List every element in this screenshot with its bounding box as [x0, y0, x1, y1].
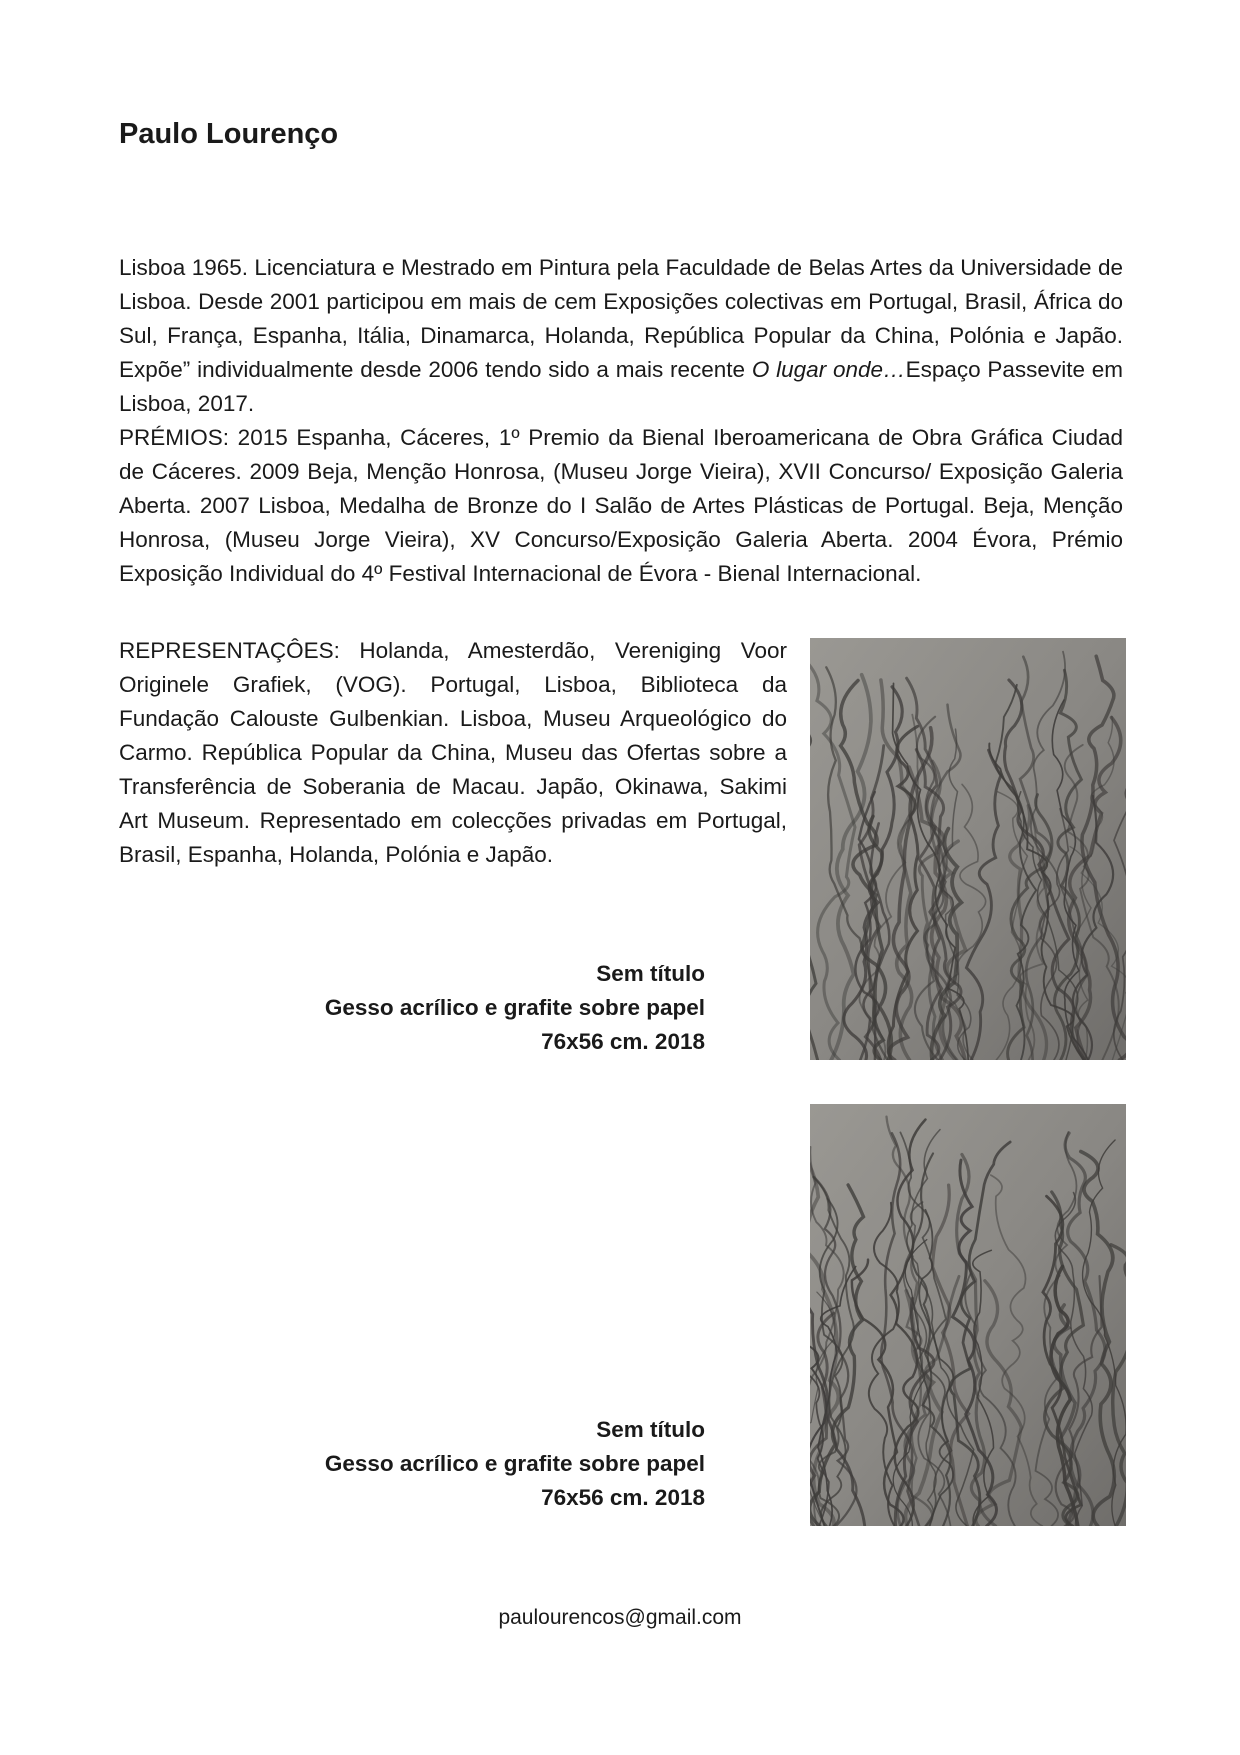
artwork-medium: Gesso acrílico e grafite sobre papel	[324, 995, 705, 1020]
biography-intro-end: Espaço Passevite em Lisboa, 2017.	[119, 357, 1124, 416]
page-title: Paulo Lourenço	[119, 118, 339, 150]
artwork-caption-2	[325, 1413, 705, 1515]
representations-paragraph: REPRESENTAÇÔES: Holanda, Amesterdão, Vereniging Voor Originele Grafiek, (VOG). Portugal, Lisboa, Biblioteca da Fundação Calouste Gulbenkian. Lisboa, Museu Arqueológico do Carmo. República Popular da China, Museu das Ofertas sobre a Transferência de Soberania de Macau. Japão, Okinawa, Sakimi Art Museum. Representado em colecções privadas em Portugal, Brasil, Espanha, Holanda, Polónia e Japão.	[119, 638, 787, 867]
artwork-medium: Gesso acrílico e grafite sobre papel	[324, 1451, 705, 1476]
biography-text	[119, 251, 1123, 421]
artwork-image-1	[810, 638, 1126, 1060]
artwork-image-2	[810, 1104, 1126, 1526]
exhibition-title: O lugar onde…	[751, 357, 906, 382]
artwork-title: Sem título	[596, 1417, 705, 1442]
artwork-dimensions: 76x56 cm. 2018	[541, 1485, 705, 1510]
awards-text: PRÉMIOS: 2015 Espanha, Cáceres, 1º Premio da Bienal Iberoamericana de Obra Gráfica Ciudad de Cáceres. 2009 Beja, Menção Honrosa, (Museu Jorge Vieira), XVII Concurso/ Exposição Galeria Aberta. 2007 Lisboa, Medalha de Bronze do I Salão de Artes Plásticas de Portugal. Beja, Menção Honrosa, (Museu Jorge Vieira), XV Concurso/Exposição Galeria Aberta. 2004 Évora, Prémio Exposição Individual do 4º Festival Internacional de Évora - Bienal Internacional.	[119, 425, 1123, 586]
biography-intro: Lisboa 1965. Licenciatura e Mestrado em Pintura pela Faculdade de Belas Artes da Universidade de Lisboa. Desde 2001 participou em mais de cem Exposições colectivas em Portugal, Brasil, África do Sul, França, Espanha, Itália, Dinamarca, Holanda, República Popular da China, Polónia e Japão. Expõe” individualmente desde 2006 tendo sido a mais recente	[119, 255, 1123, 382]
contact-email: paulourencos@gmail.com	[498, 1606, 742, 1629]
biography-paragraph	[119, 251, 1123, 591]
artwork-caption-1	[325, 957, 705, 1059]
artwork-title: Sem título	[596, 961, 705, 986]
artwork-dimensions: 76x56 cm. 2018	[541, 1029, 705, 1054]
